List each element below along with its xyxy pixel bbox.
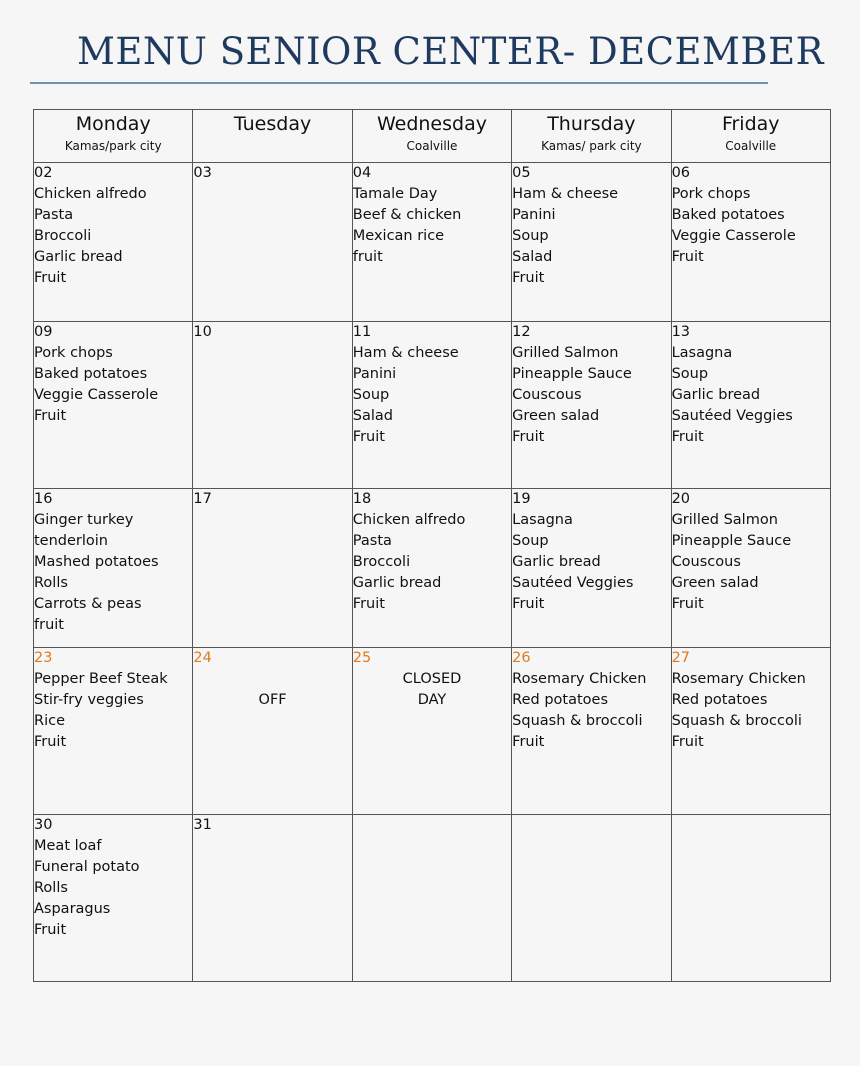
menu-item: Veggie Casserole <box>34 387 159 403</box>
menu-item: Broccoli <box>352 554 411 570</box>
menu-item: Fruit <box>512 734 545 750</box>
menu-item: Squash & broccoli <box>512 713 643 729</box>
menu-item: Beef & chicken <box>352 207 462 223</box>
menu-item: Fruit <box>671 249 704 265</box>
menu-item: Meat loaf <box>34 838 102 854</box>
header-monday <box>34 110 193 163</box>
day-cell <box>671 489 830 648</box>
menu-item: tenderloin <box>34 533 109 549</box>
menu-item: Rolls <box>34 575 68 591</box>
date-number: 03 <box>193 165 212 181</box>
date-number: 26 <box>512 650 531 666</box>
closure-note-line: OFF <box>258 692 287 708</box>
menu-item: Ham & cheese <box>512 186 619 202</box>
date-number: 24 <box>193 650 212 666</box>
menu-item: Veggie Casserole <box>671 228 796 244</box>
date-number: 16 <box>34 491 53 507</box>
menu-item: Garlic bread <box>34 249 123 265</box>
menu-item: Garlic bread <box>512 554 601 570</box>
weekday-header-row <box>34 110 831 163</box>
day-name-friday: Friday <box>721 113 780 135</box>
menu-item: Pineapple Sauce <box>671 533 792 549</box>
date-number: 31 <box>193 817 212 833</box>
date-number: 12 <box>512 324 531 340</box>
day-cell <box>34 815 193 982</box>
day-location-monday: Kamas/park city <box>64 139 162 153</box>
day-cell <box>671 322 830 489</box>
day-cell <box>512 163 671 322</box>
menu-item: Mexican rice <box>352 228 445 244</box>
page-title: MENU SENIOR CENTER- DECEMBER <box>77 30 824 73</box>
day-cell <box>352 648 511 815</box>
day-location-thursday: Kamas/ park city <box>541 139 642 153</box>
menu-item: Baked potatoes <box>34 366 148 382</box>
menu-item: Rosemary Chicken <box>512 671 647 687</box>
day-cell <box>193 648 352 815</box>
menu-item: Fruit <box>512 596 545 612</box>
menu-item: Sautéed Veggies <box>512 575 634 591</box>
date-number: 02 <box>34 165 53 181</box>
header-thursday <box>512 110 671 163</box>
day-cell <box>34 648 193 815</box>
menu-item: Pineapple Sauce <box>512 366 632 382</box>
date-number: 10 <box>193 324 212 340</box>
date-number: 30 <box>34 817 53 833</box>
date-number: 13 <box>671 324 691 340</box>
date-number: 25 <box>352 650 372 666</box>
menu-item: Soup <box>512 533 549 549</box>
header-friday <box>671 110 830 163</box>
menu-item: Pasta <box>34 207 74 223</box>
menu-item: Panini <box>352 366 397 382</box>
menu-item: Soup <box>671 366 709 382</box>
menu-item: Fruit <box>34 270 67 286</box>
menu-item: Tamale Day <box>352 186 438 202</box>
day-name-wednesday: Wednesday <box>376 113 487 135</box>
date-number: 04 <box>352 165 372 181</box>
menu-item: Ham & cheese <box>352 345 459 361</box>
date-number: 09 <box>34 324 53 340</box>
menu-item: Carrots & peas <box>34 596 142 612</box>
menu-item: Salad <box>352 408 393 424</box>
title-underline <box>30 82 768 84</box>
menu-item: Fruit <box>512 270 545 286</box>
header-tuesday <box>193 110 352 163</box>
menu-item: Pasta <box>352 533 392 549</box>
menu-item: Sautéed Veggies <box>671 408 793 424</box>
menu-item: Rolls <box>34 880 68 896</box>
menu-item: Panini <box>512 207 556 223</box>
day-cell <box>352 322 511 489</box>
menu-item: Mashed potatoes <box>34 554 159 570</box>
menu-item: Couscous <box>512 387 582 403</box>
week-row <box>34 648 831 815</box>
menu-item: Pepper Beef Steak <box>34 671 168 687</box>
week-row <box>34 815 831 982</box>
date-number: 18 <box>352 491 372 507</box>
menu-item: Fruit <box>352 429 385 445</box>
menu-item: Pork chops <box>34 345 113 361</box>
closure-note-line: DAY <box>417 692 447 708</box>
menu-item: Soup <box>352 387 390 403</box>
menu-item: Grilled Salmon <box>671 512 778 528</box>
menu-item: Fruit <box>512 429 545 445</box>
menu-item: Fruit <box>34 922 67 938</box>
closure-note-line: CLOSED <box>402 671 462 687</box>
date-number <box>512 815 670 836</box>
day-cell <box>193 489 352 648</box>
day-location-tuesday <box>193 139 351 153</box>
date-number: 27 <box>671 650 691 666</box>
menu-item: Squash & broccoli <box>671 713 802 729</box>
menu-item: Fruit <box>671 429 704 445</box>
menu-item: Fruit <box>671 734 704 750</box>
menu-item: Fruit <box>34 734 67 750</box>
menu-item: Fruit <box>352 596 385 612</box>
menu-item: Lasagna <box>512 512 573 528</box>
week-row <box>34 322 831 489</box>
menu-item: Baked potatoes <box>671 207 785 223</box>
date-number: 05 <box>512 165 531 181</box>
menu-item: Salad <box>512 249 553 265</box>
date-number <box>672 815 830 836</box>
day-cell <box>34 163 193 322</box>
day-cell <box>193 163 352 322</box>
menu-item: Rice <box>34 713 65 729</box>
date-number: 06 <box>671 165 691 181</box>
menu-item: Lasagna <box>671 345 733 361</box>
menu-item: Broccoli <box>34 228 92 244</box>
closure-note <box>353 669 511 711</box>
day-name-thursday: Thursday <box>547 113 636 135</box>
date-number: 20 <box>671 491 691 507</box>
day-cell <box>352 815 511 982</box>
day-name-tuesday: Tuesday <box>233 113 312 135</box>
menu-item: Asparagus <box>34 901 111 917</box>
day-cell <box>34 322 193 489</box>
menu-item: Ginger turkey <box>34 512 134 528</box>
day-cell <box>193 322 352 489</box>
menu-item: Soup <box>512 228 549 244</box>
day-cell <box>671 815 830 982</box>
calendar-body <box>34 163 831 982</box>
day-cell <box>352 489 511 648</box>
date-number <box>353 815 511 836</box>
menu-item: Stir-fry veggies <box>34 692 144 708</box>
menu-item: Green salad <box>512 408 600 424</box>
menu-item: Chicken alfredo <box>34 186 147 202</box>
week-row <box>34 489 831 648</box>
menu-item: Grilled Salmon <box>512 345 619 361</box>
menu-item: fruit <box>34 617 64 633</box>
day-cell <box>193 815 352 982</box>
day-cell <box>352 163 511 322</box>
day-cell <box>34 489 193 648</box>
menu-item: Garlic bread <box>671 387 761 403</box>
day-cell <box>512 489 671 648</box>
day-cell <box>671 648 830 815</box>
date-number: 19 <box>512 491 531 507</box>
menu-item: Rosemary Chicken <box>671 671 806 687</box>
day-name-monday: Monday <box>75 113 151 135</box>
menu-item: Pork chops <box>671 186 751 202</box>
date-number: 17 <box>193 491 212 507</box>
menu-item: Funeral potato <box>34 859 140 875</box>
day-cell <box>671 163 830 322</box>
menu-item: Chicken alfredo <box>352 512 466 528</box>
menu-item: Fruit <box>34 408 67 424</box>
menu-calendar-table <box>33 109 831 982</box>
closure-note <box>193 669 351 711</box>
header-wednesday <box>352 110 511 163</box>
day-location-friday: Coalville <box>725 139 777 153</box>
day-cell <box>512 322 671 489</box>
day-cell <box>512 648 671 815</box>
menu-item: Garlic bread <box>352 575 442 591</box>
week-row <box>34 163 831 322</box>
menu-item: Red potatoes <box>512 692 609 708</box>
day-location-wednesday: Coalville <box>406 139 458 153</box>
menu-item: Fruit <box>671 596 704 612</box>
date-number: 23 <box>34 650 53 666</box>
menu-item: Couscous <box>671 554 741 570</box>
menu-item: Green salad <box>671 575 759 591</box>
menu-item: Red potatoes <box>671 692 768 708</box>
menu-item: fruit <box>352 249 383 265</box>
day-cell <box>512 815 671 982</box>
spacer <box>193 669 351 690</box>
date-number: 11 <box>352 324 372 340</box>
